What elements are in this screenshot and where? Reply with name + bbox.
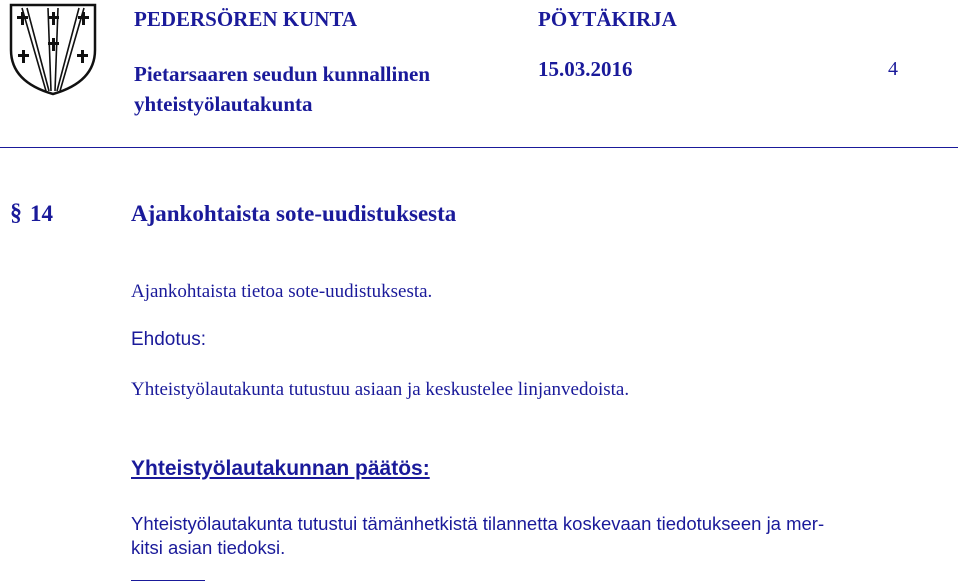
meeting-date: 15.03.2016 [538,57,633,81]
municipal-crest-logo [8,2,98,96]
section-end-line [131,580,205,581]
decision-label: Yhteistyölautakunnan päätös: [131,457,430,480]
intro-paragraph: Ajankohtaista tietoa sote-uudistuksesta. [131,281,433,302]
committee-name-line1: Pietarsaaren seudun kunnallinen [134,62,431,86]
proposal-label: Ehdotus: [131,329,206,350]
decision-text-line1: Yhteistyölautakunta tutustui tämänhetkistä tilannetta koskevaan tiedotukseen ja mer- [131,513,825,534]
page-number: 4 [888,58,898,80]
decision-text-line2: kitsi asian tiedoksi. [131,537,286,558]
document-type: PÖYTÄKIRJA [538,7,677,31]
section-number: 14 [30,201,53,226]
header-divider [0,147,958,148]
section-title: Ajankohtaista sote-uudistuksesta [131,201,457,226]
committee-name-line2: yhteistyölautakunta [134,92,313,116]
section-symbol: § [10,200,22,226]
organization-name: PEDERSÖREN KUNTA [134,7,358,31]
proposal-text: Yhteistyölautakunta tutustuu asiaan ja keskustelee linjanvedoista. [131,379,630,400]
